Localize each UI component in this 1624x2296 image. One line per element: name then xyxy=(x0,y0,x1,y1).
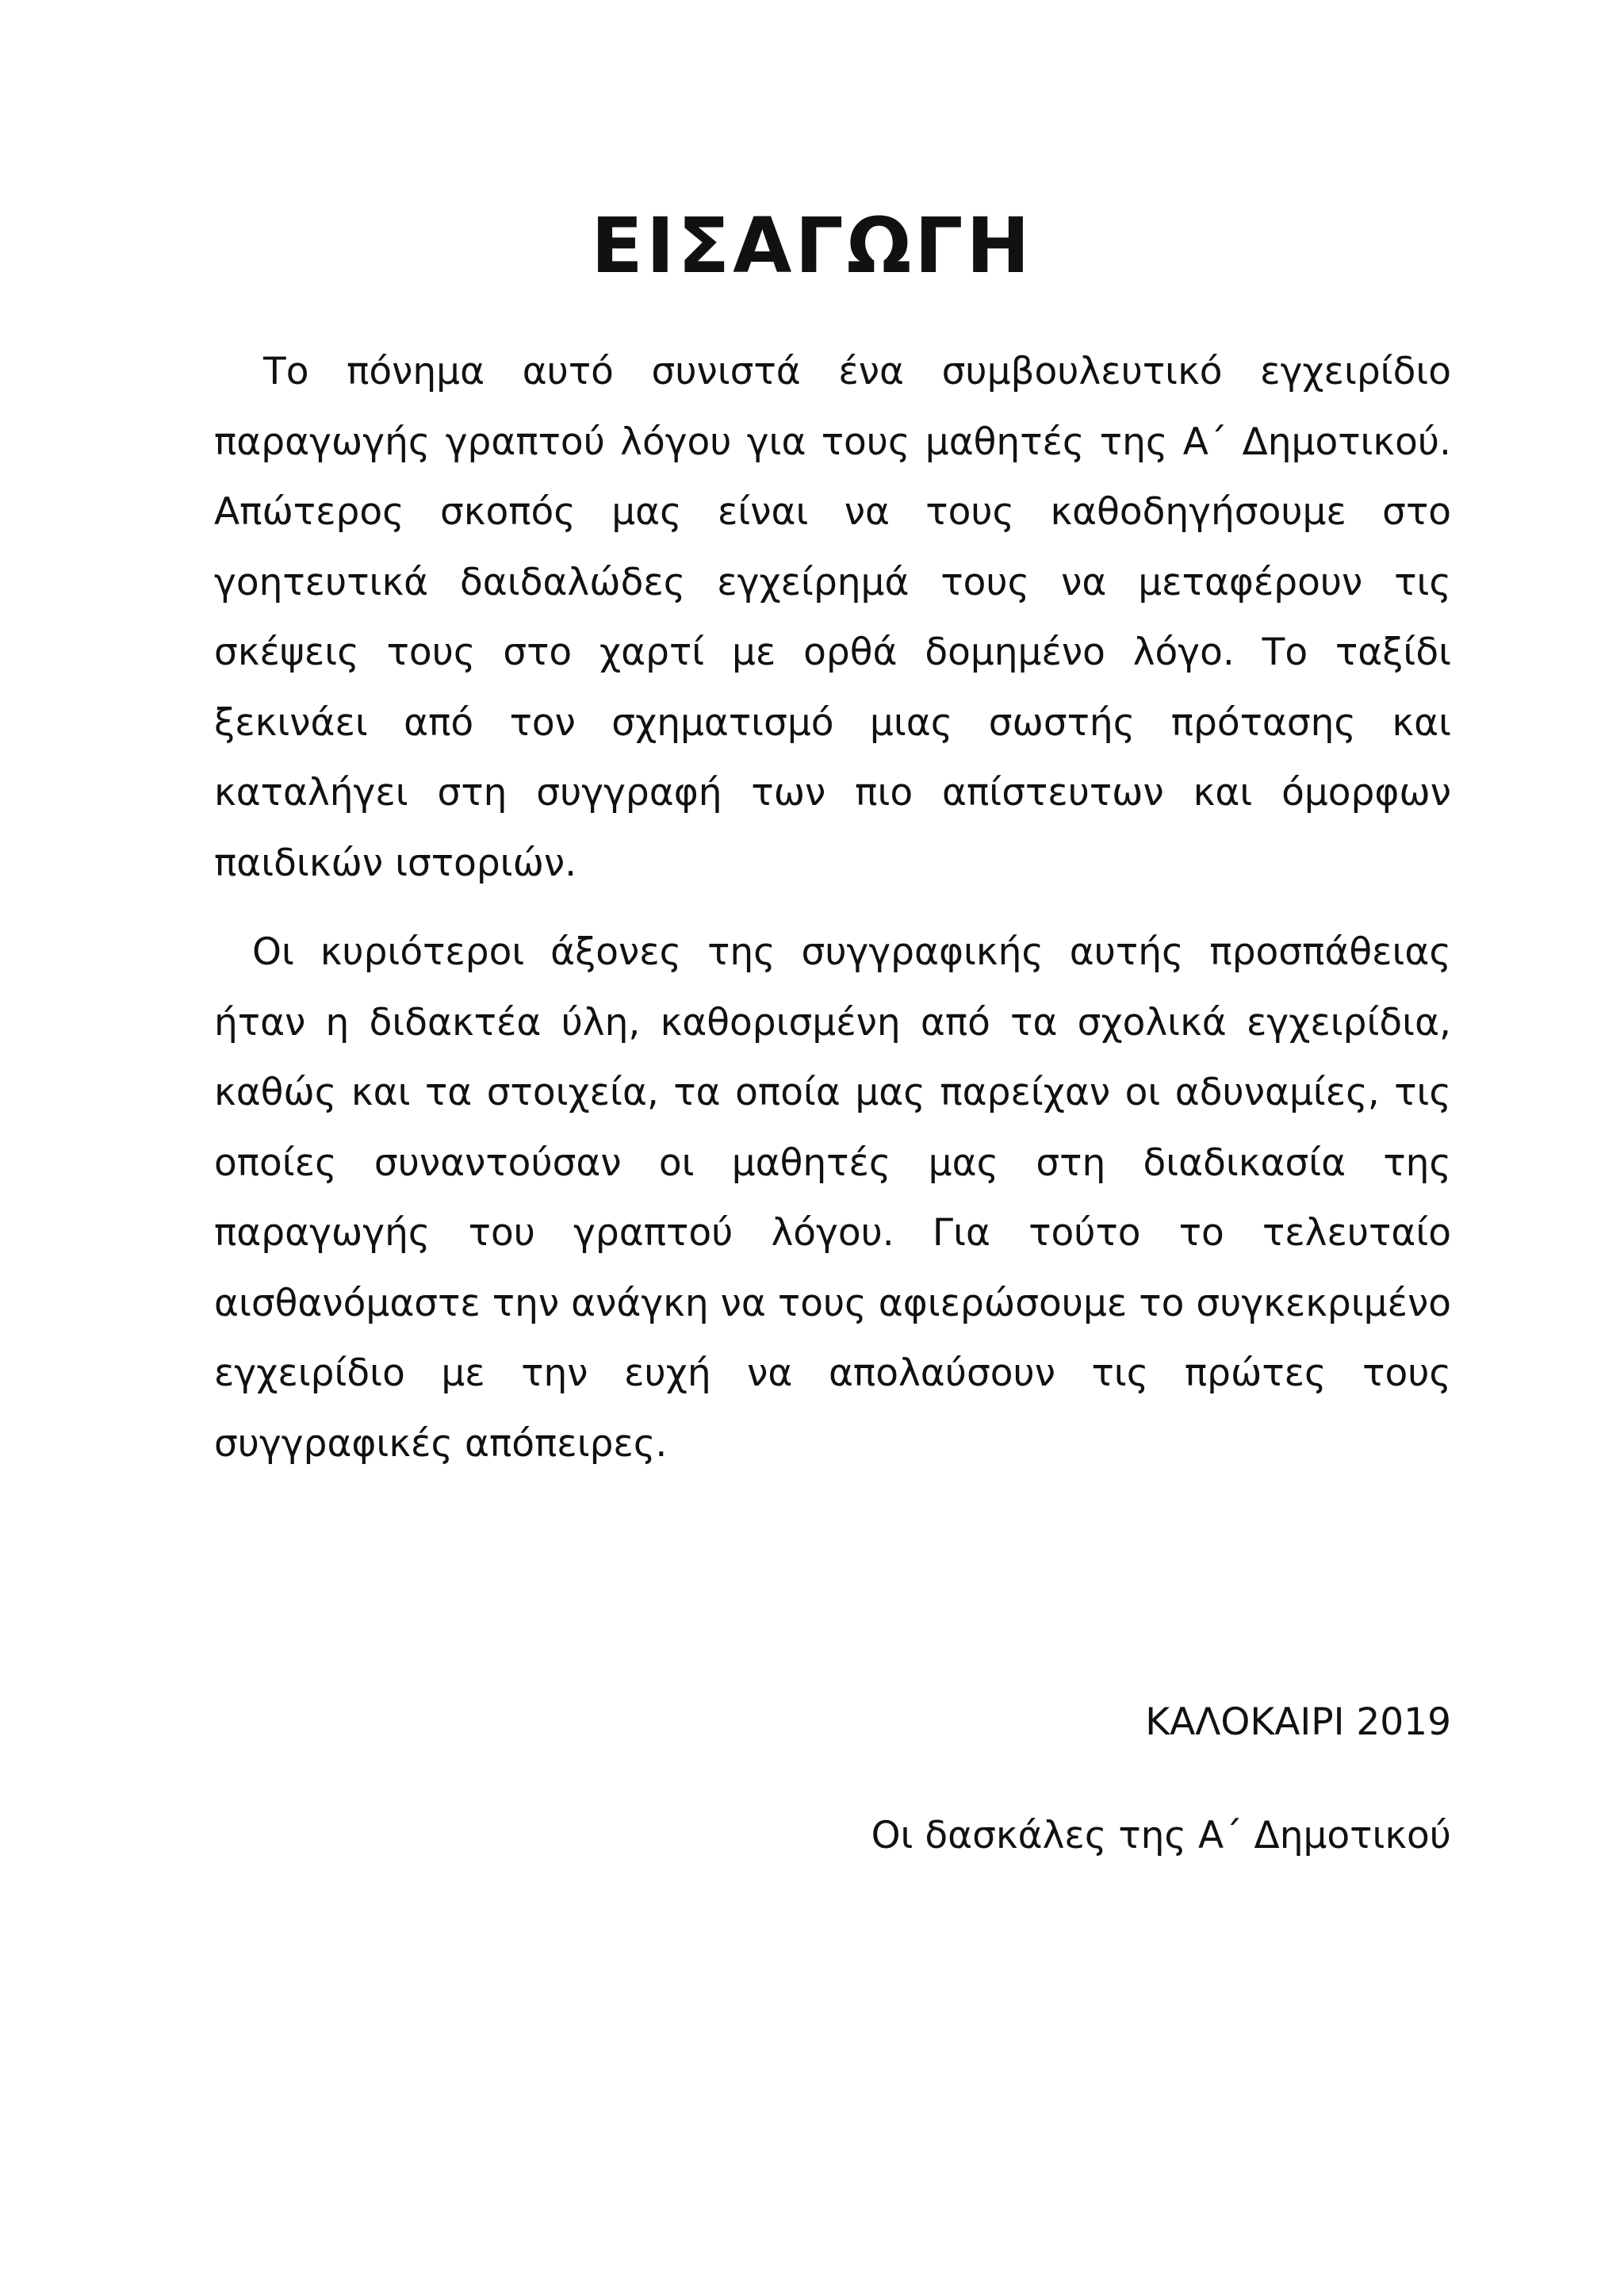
page-title: ΕΙΣΑΓΩΓΗ xyxy=(591,201,1033,290)
signature-date: ΚΑΛΟΚΑΙΡΙ 2019 xyxy=(1145,1700,1451,1744)
intro-paragraph: Το πόνημα αυτό συνιστά ένα συμβουλευτικό εγχειρίδιο παραγωγής γραπτού λόγου για τους μαθητές της Α΄ Δημοτικού. Απώτερος σκοπός μας είναι να τους καθοδηγήσουμε στο γοητευτικά δαιδαλώδες εγχείρημά τους να μεταφέρουν τις σκέψεις τους στο χαρτί με ορθά δομημένο λόγο. Το ταξίδι ξεκινάει από τον σχηματισμό μιας σωστής πρότασης και καταλήγει στη συγγραφή των πιο απίστευτων και όμορφων παιδικών ιστοριών. xyxy=(214,350,1451,885)
second-paragraph: Οι κυριότεροι άξονες της συγγραφικής αυτής προσπάθειας ήταν η διδακτέα ύλη, καθορισμένη από τα σχολικά εγχειρίδια, καθώς και τα στοιχεία, τα οποία μας παρείχαν οι αδυναμίες, τις οποίες συναντούσαν οι μαθητές μας στη διαδικασία της παραγωγής του γραπτού λόγου. Για τούτο το τελευταίο αισθανόμαστε την ανάγκη να τους αφιερώσουμε το συγκεκριμένο εγχειρίδιο με την ευχή να απολαύσουν τις πρώτες τους συγγραφικές απόπειρες. xyxy=(214,930,1451,1466)
signature-authors: Οι δασκάλες της Α΄ Δημοτικού xyxy=(871,1814,1451,1857)
body-text xyxy=(214,337,1451,1479)
